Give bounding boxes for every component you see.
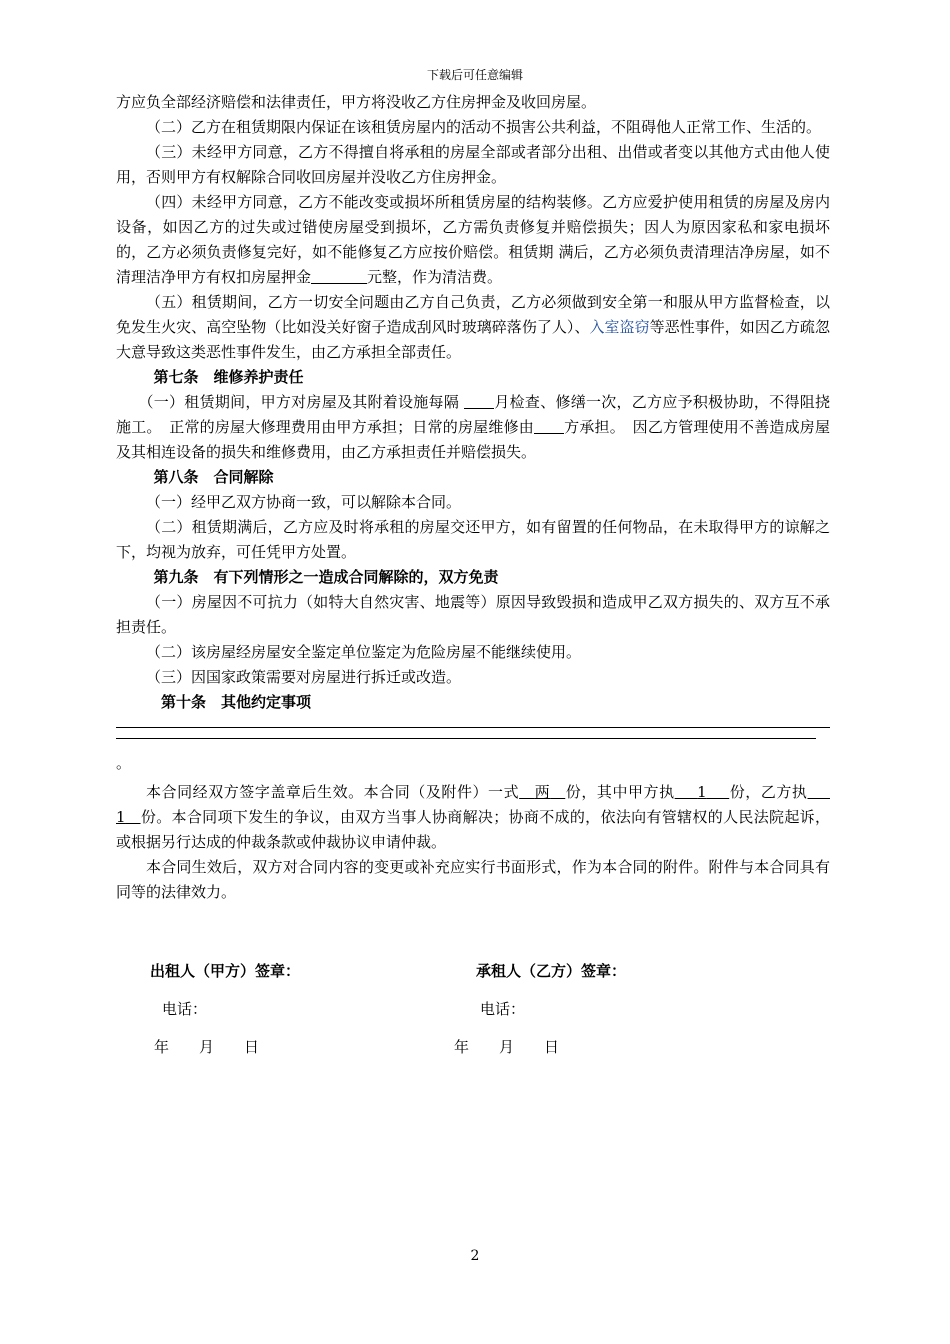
burglary-link[interactable]: 入室盗窃 [589,318,650,336]
copies-total-value: 两 [534,783,551,801]
paragraph [116,290,830,365]
paragraph: （二）该房屋经房屋安全鉴定单位鉴定为危险房屋不能继续使用。 [146,643,582,661]
paragraph-text: 份，其中甲方执 [565,783,675,801]
paragraph: （二）租赁期满后，乙方应及时将承租的房屋交还甲方，如有留置的任何物品，在未取得甲方的谅解之下，均视为放弃，可任凭甲方处置。 [116,518,830,561]
copies-total [519,783,565,801]
paragraph: 本合同生效后，双方对合同内容的变更或补充应实行书面形式，作为本合同的附件。附件与本合同具有同等的法律效力。 [116,858,830,901]
paragraph [116,780,830,855]
article-10-title: 第十条 其他约定事项 [161,693,312,711]
lessor-phone-label: 电话： [162,1000,208,1018]
lessor-date-label: 年 月 日 [154,1038,260,1056]
paragraph-text: 份，乙方执 [729,783,808,801]
paragraph-text: 方承担。 因乙方管理使用不善造成房屋及其相连设备的损失和维修费用，由乙方承担责任并赔偿损失。 [116,418,830,461]
paragraph: （二）乙方在租赁期限内保证在该租赁房屋内的活动不损害公共利益，不阻碍他人正常工作、生活的。 [146,118,822,136]
article-7-title: 第七条 维修养护责任 [153,368,304,386]
lessee-signature-label: 承租人（乙方）签章： [476,962,627,980]
fill-in-line-row [116,726,830,776]
party-blank [534,418,564,434]
paragraph-text: 元整，作为清洁费。 [367,268,503,286]
fill-in-line [116,738,816,739]
paragraph: （一）经甲乙双方协商一致，可以解除本合同。 [146,493,462,511]
deposit-blank [311,268,367,284]
paragraph-text: 份。本合同项下发生的争议，由双方当事人协商解决；协商不成的，依法向有管辖权的人民法院起诉，或根据另行达成的仲裁条款或仲裁协议申请仲裁。 [116,808,830,851]
paragraph: （三）因国家政策需要对房屋进行拆迁或改造。 [146,668,462,686]
paragraph [116,190,830,290]
article-9-title: 第九条 有下列情形之一造成合同解除的，双方免责 [153,568,499,586]
paragraph-text: （四）未经甲方同意，乙方不能改变或损坏所租赁房屋的结构装修。乙方应爱护使用租赁的房屋及房内设备，如因乙方的过失或过错使房屋受到损坏，乙方需负责修复并赔偿损失；因人为原因家私和家电损坏的，乙方必须负责修复完好，如不能修复乙方应按价赔偿。租赁期 满后，乙方必须负责清理洁净房屋，如不清理洁净甲方有权扣房屋押金 [116,193,830,286]
document-body [116,90,830,905]
paragraph: （三）未经甲方同意，乙方不得擅自将承租的房屋全部或者部分出租、出借或者变以其他方式由他人使用，否则甲方有权解除合同收回房屋并没收乙方住房押金。 [116,143,830,186]
lessor-signature-label: 出租人（甲方）签章： [150,962,301,980]
paragraph [116,390,830,465]
lessee-date-label: 年 月 日 [454,1038,560,1056]
paragraph: 方应负全部经济赔偿和法律责任，甲方将没收乙方住房押金及收回房屋。 [116,93,597,111]
article-8-title: 第八条 合同解除 [153,468,274,486]
end-mark: 。 [116,754,132,772]
page-number: 2 [470,1248,480,1264]
interval-blank [464,393,494,409]
paragraph-text: 月检查、修缮一次，乙方应予积极协助，不得阻挠施工。 正常的房屋大修理费用由甲方承担；日常的房屋维修由 [116,393,830,436]
page-header: 下载后可任意编辑 [426,68,523,82]
copies-lessee-value: 1 [116,808,126,826]
paragraph: （一）房屋因不可抗力（如特大自然灾害、地震等）原因导致毁损和造成甲乙双方损失的、双方互不承担责任。 [116,593,830,636]
paragraph-text: 本合同经双方签字盖章后生效。本合同（及附件）一式 [146,783,520,801]
copies-lessor [675,783,730,801]
lessee-phone-label: 电话： [480,1000,526,1018]
paragraph-text: （一）租赁期间，甲方对房屋及其附着设施每隔 [138,393,465,411]
paragraph-text: 等恶性事件，如因乙方疏忽大意导致这类恶性事件发生，由乙方承担全部责任。 [116,318,830,361]
copies-lessor-value: 1 [697,783,707,801]
paragraph-text: （五）租赁期间，乙方一切安全问题由乙方自己负责，乙方必须做到安全第一和服从甲方监督检查，以免发生火灾、高空坠物（比如没关好窗子造成刮风时玻璃碎落伤了人）、 [116,293,830,336]
